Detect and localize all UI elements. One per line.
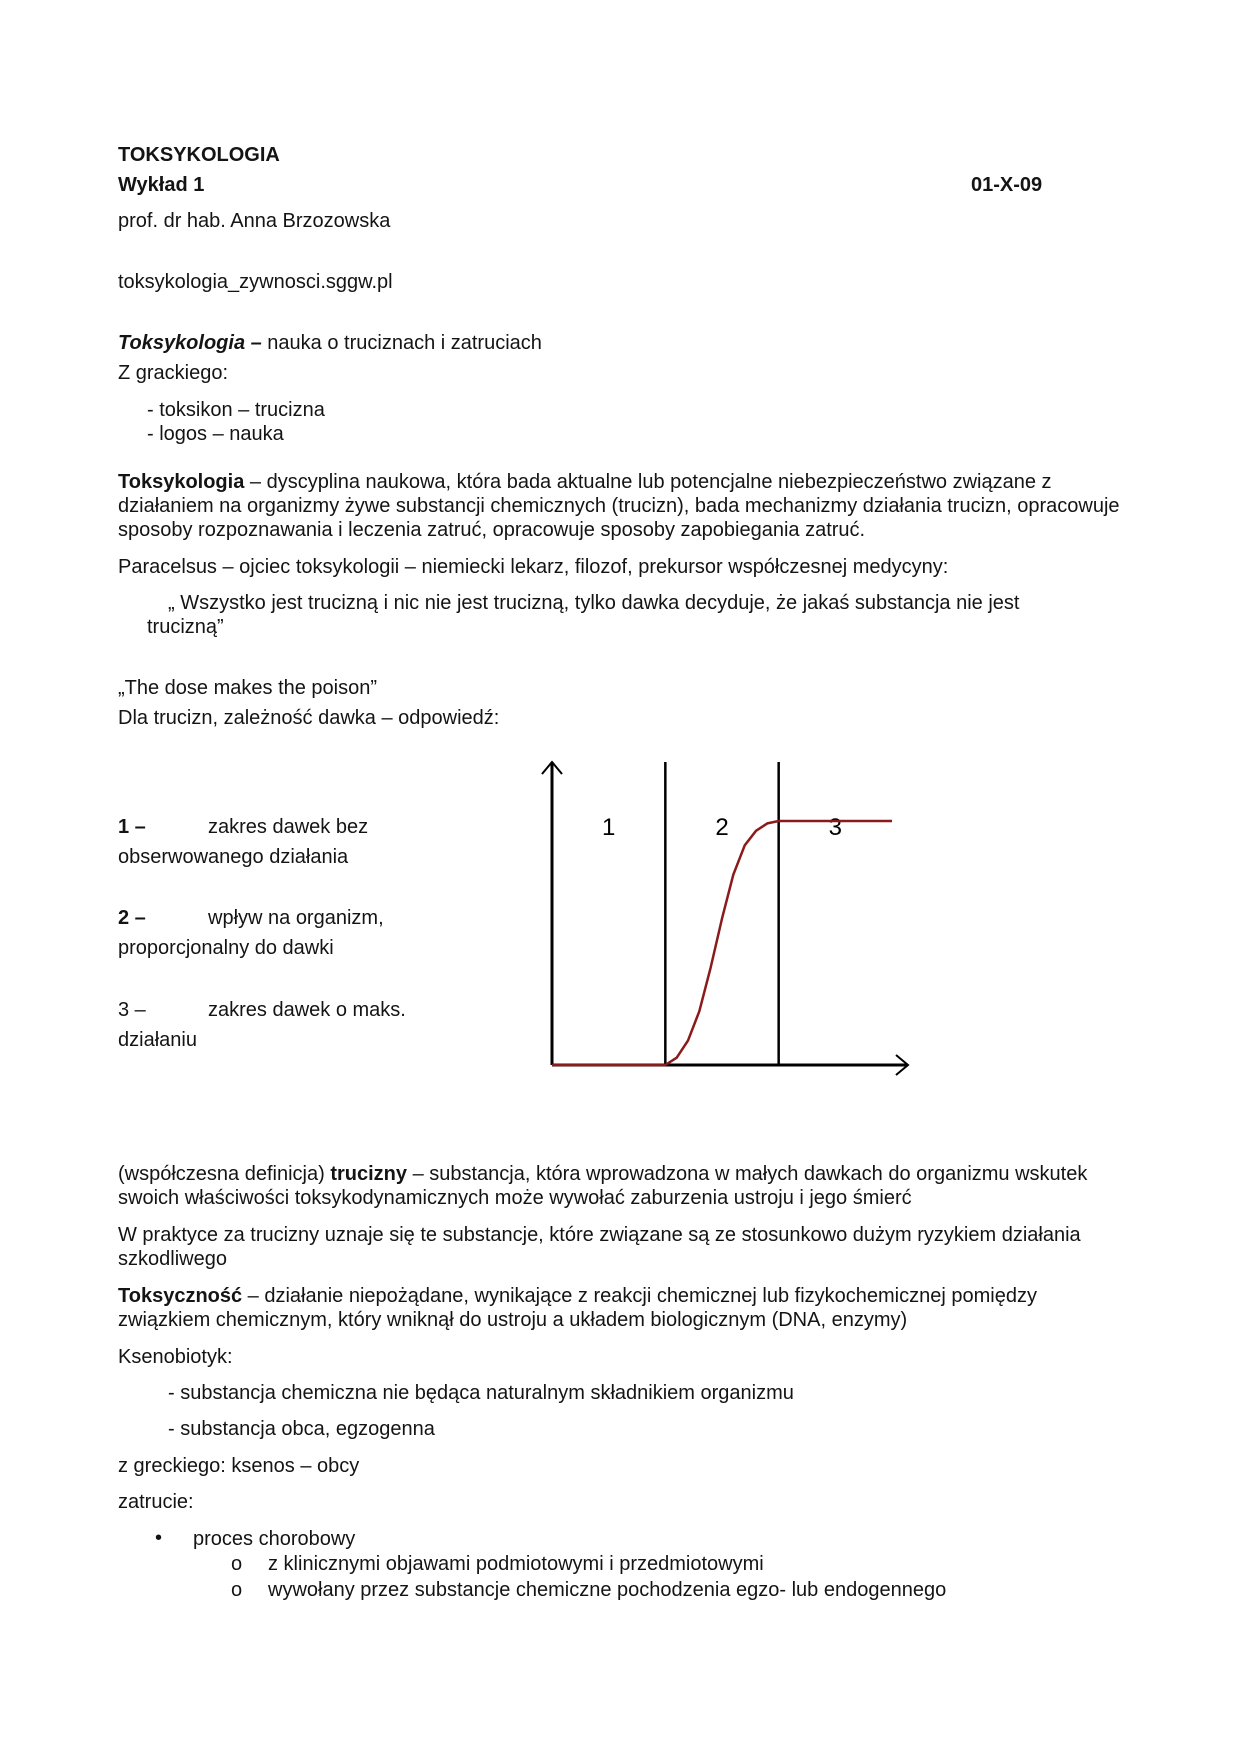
legend-text: zakres dawek o maks. [208,999,406,1021]
lecturer-name: prof. dr hab. Anna Brzozowska [118,210,391,232]
paracelsus-quote-line2: trucizną” [147,616,224,638]
lecture-date: 01-X-09 [971,174,1043,196]
list-item: - substancja chemiczna nie będąca naturalnym składnikiem organizmu [168,1382,794,1404]
list-item: z klinicznymi objawami podmiotowymi i przedmiotowymi [268,1553,764,1575]
xenobiotic-origin: z greckiego: ksenos – obcy [118,1455,360,1477]
intro-origin: Z grackiego: [118,362,229,384]
toxicity-definition-text: – działanie niepożądane, wynikające z reakcji chemicznej lub fizykochemicznej pomiędzy związkiem chemicznym, który wniknął do ustroju a układem biologicznym (DNA, enzymy) [118,1285,1037,1331]
legend-number: 3 – [118,999,146,1021]
sub-bullet-icon: o [231,1553,243,1575]
list-item: - logos – nauka [147,423,284,445]
list-item: proces chorobowy [193,1528,356,1550]
practice-paragraph: W praktyce za trucizny uznaje się te substancje, które związane są ze stosunkowo dużym ryzykiem działania szkodliwego [118,1224,1081,1270]
intro-term: Toksykologia – [118,332,262,354]
legend-item-2-continued: proporcjonalny do dawki [118,937,334,959]
paracelsus-quote-line1: „ Wszystko jest trucizną i nic nie jest trucizną, tylko dawka decyduje, że jakaś substancja nie jest [168,592,1020,614]
poison-term: trucizny [330,1163,408,1185]
paracelsus-line: Paracelsus – ojciec toksykologii – niemiecki lekarz, filozof, prekursor współczesnej medycyny: [118,556,949,578]
toxicity-definition [118,1284,1128,1332]
legend-item-1 [118,815,368,839]
dose-response-intro: Dla trucizn, zależność dawka – odpowiedź: [118,707,500,729]
poison-definition [118,1162,1128,1210]
legend-item-3 [118,998,406,1022]
xenobiotic-label: Ksenobiotyk: [118,1346,233,1368]
legend-item-1-continued: obserwowanego działania [118,846,349,868]
dose-response-chart [520,760,920,1090]
poisoning-label: zatrucie: [118,1491,194,1513]
toxicology-definition-text: – dyscyplina naukowa, która bada aktualne lub potencjalne niebezpieczeństwo związane z działaniem na organizmy żywe substancji chemicznych (trucizn), bada mechanizmy działania trucizn, opracowuje sposoby rozpoznawania i leczenia zatruć, opracowuje sposoby zapobiegania zatruć. [118,471,1120,541]
intro-definition [118,331,542,355]
zone-label: 2 [715,814,729,841]
legend-text: zakres dawek bez [208,816,369,838]
list-item: - substancja obca, egzogenna [168,1418,435,1440]
toxicology-term: Toksykologia [118,471,245,493]
list-item: wywołany przez substancje chemiczne pochodzenia egzo- lub endogennego [268,1579,947,1601]
poison-definition-prefix: (współczesna definicja) [118,1163,331,1185]
toxicology-definition [118,470,1128,542]
website-link[interactable]: toksykologia_zywnosci.sggw.pl [118,271,393,293]
legend-number: 2 – [118,907,146,929]
list-item: - toksikon – trucizna [147,399,325,421]
lecture-number: Wykład 1 [118,174,205,196]
legend-number: 1 – [118,816,146,838]
poison-definition-text: – substancja, która wprowadzona w małych dawkach do organizmu wskutek swoich właściwości toksykodynamicznych może wywołać zaburzenia ustroju i jego śmierć [118,1163,1088,1209]
dose-response-curve [552,821,892,1065]
sub-bullet-icon: o [231,1579,243,1601]
zone-label: 3 [828,814,843,841]
legend-text: wpływ na organizm, [208,907,384,929]
course-title: TOKSYKOLOGIA [118,144,280,166]
bullet-icon: • [155,1527,163,1549]
dose-quote: „The dose makes the poison” [118,677,378,699]
toxicity-term: Toksyczność [118,1285,243,1307]
intro-definition-text: nauka o truciznach i zatruciach [261,332,542,354]
zone-label: 1 [601,814,616,841]
legend-item-3-continued: działaniu [118,1029,197,1051]
legend-item-2 [118,906,384,930]
